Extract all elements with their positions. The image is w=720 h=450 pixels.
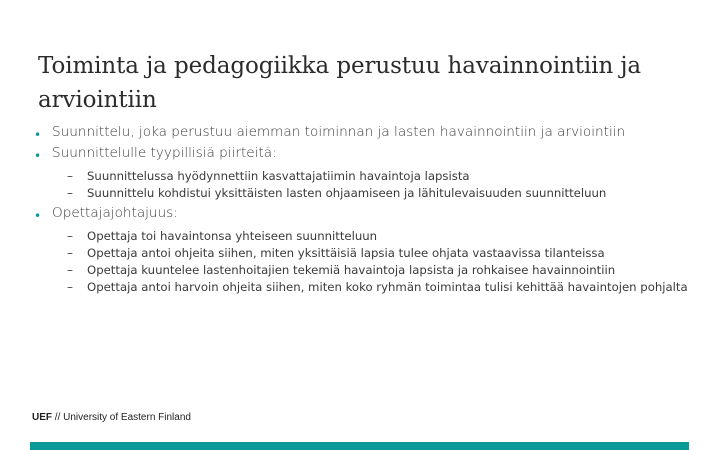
- sub-bullet-item: [52, 280, 692, 294]
- sub-bullet-item: [52, 186, 692, 200]
- sub-bullet-item: [52, 263, 692, 277]
- footer-accent-bar: [30, 442, 689, 450]
- dash-icon: –: [67, 169, 73, 183]
- dash-icon: –: [67, 186, 73, 200]
- footer-brand: UEF: [32, 412, 52, 423]
- sub-bullet-item: [52, 246, 692, 260]
- dash-icon: –: [67, 280, 73, 294]
- sub-bullet-text: Opettaja kuuntelee lastenhoitajien tekemiä havaintoja lapsista ja rohkaisee havainnointiin: [87, 263, 616, 277]
- slide-title: Toiminta ja pedagogiikka perustuu havainnointiin ja arviointiin: [38, 53, 642, 113]
- slide-content: [32, 125, 692, 300]
- bullet-icon: •: [34, 209, 42, 223]
- bullet-item: [32, 125, 692, 140]
- bullet-text: Opettajajohtajuus:: [52, 205, 178, 221]
- sub-bullet-item: [52, 229, 692, 243]
- footer: [32, 412, 191, 423]
- bullet-item: [32, 146, 692, 200]
- sub-bullet-text: Suunnittelussa hyödynnettiin kasvattajatiimin havaintoja lapsista: [87, 169, 470, 183]
- sub-bullet-list: [52, 229, 692, 294]
- sub-bullet-text: Opettaja toi havaintonsa yhteiseen suunnitteluun: [87, 229, 378, 243]
- bullet-list: [32, 125, 692, 294]
- sub-bullet-list: [52, 169, 692, 200]
- dash-icon: –: [67, 229, 73, 243]
- bullet-text: Suunnittelulle tyypillisiä piirteitä:: [52, 145, 277, 161]
- sub-bullet-text: Suunnittelu kohdistui yksittäisten lasten ohjaamiseen ja lähitulevaisuuden suunnitteluun: [87, 186, 607, 200]
- bullet-icon: •: [34, 128, 42, 142]
- bullet-text: Suunnittelu, joka perustuu aiemman toiminnan ja lasten havainnointiin ja arviointiin: [52, 124, 626, 140]
- bullet-item: [32, 206, 692, 294]
- bullet-icon: •: [34, 149, 42, 163]
- sub-bullet-text: Opettaja antoi ohjeita siihen, miten yksittäisiä lapsia tulee ohjata vastaavissa tilanteissa: [87, 246, 605, 260]
- sub-bullet-item: [52, 169, 692, 183]
- dash-icon: –: [67, 263, 73, 277]
- dash-icon: –: [67, 246, 73, 260]
- footer-separator: //: [52, 412, 64, 423]
- sub-bullet-text: Opettaja antoi harvoin ohjeita siihen, miten koko ryhmän toimintaa tulisi kehittää havaintojen pohjalta: [87, 280, 688, 294]
- footer-text: University of Eastern Finland: [63, 412, 191, 423]
